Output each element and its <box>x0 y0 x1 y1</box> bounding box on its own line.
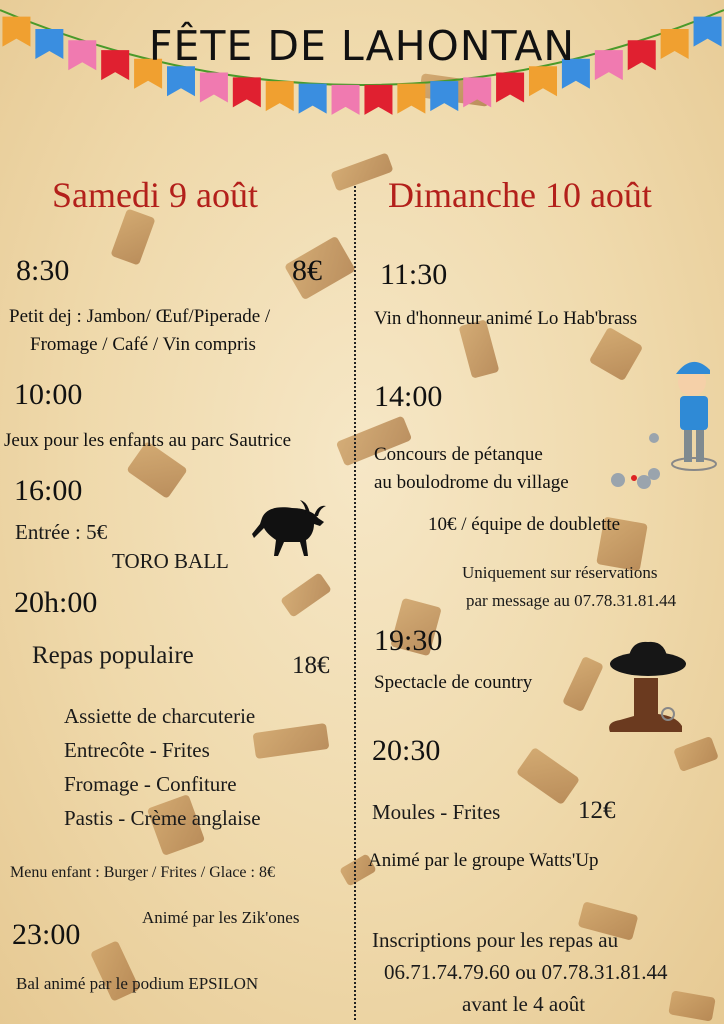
bunting-flag <box>397 84 425 114</box>
sun-group: Animé par le groupe Watts'Up <box>368 850 599 871</box>
page-title: FÊTE DE LAHONTAN <box>148 22 576 70</box>
bunting-flag <box>200 72 228 102</box>
sat-animated-by: Animé par les Zik'ones <box>142 908 300 927</box>
sun-time-4: 20:30 <box>372 734 441 767</box>
sat-kids-menu: Menu enfant : Burger / Frites / Glace : 8€ <box>10 864 275 881</box>
sat-time-5: 23:00 <box>12 918 81 951</box>
sat-time-2: 10:00 <box>14 378 83 411</box>
sun-petanque-line2: au boulodrome du village <box>374 472 569 493</box>
sat-entry: Entrée : 5€ <box>15 520 108 544</box>
bunting-flag <box>167 66 195 96</box>
cowboy-boot-icon <box>600 634 690 738</box>
sun-team-price: 10€ / équipe de doublette <box>428 514 621 535</box>
sun-petanque-line1: Concours de pétanque <box>374 444 543 465</box>
saturday-heading: Samedi 9 août <box>52 175 258 215</box>
bunting-flag <box>529 66 557 96</box>
sun-wine: Vin d'honneur animé Lo Hab'brass <box>374 308 638 329</box>
sun-reservation-line1: Uniquement sur réservations <box>462 563 658 582</box>
sat-time-3: 16:00 <box>14 474 83 507</box>
sun-reservation-line2: par message au 07.78.31.81.44 <box>466 591 677 610</box>
column-divider <box>354 186 356 1020</box>
sun-time-2: 14:00 <box>374 380 443 413</box>
sun-mussels-price: 12€ <box>578 797 616 824</box>
sat-menu-item-3: Fromage - Confiture <box>64 772 237 796</box>
bunting-flag <box>496 72 524 102</box>
sat-breakfast-line2: Fromage / Café / Vin compris <box>30 334 256 355</box>
sat-toro-ball: TORO BALL <box>112 549 229 573</box>
bunting-flag <box>463 77 491 107</box>
bunting-flag <box>299 84 327 114</box>
boules-icon <box>608 466 662 492</box>
sat-time-1: 8:30 <box>16 254 70 287</box>
sun-time-3: 19:30 <box>374 624 443 657</box>
sunday-heading: Dimanche 10 août <box>388 175 652 215</box>
bunting-flag <box>364 85 392 115</box>
sat-breakfast-line1: Petit dej : Jambon/ Œuf/Piperade / <box>9 306 271 327</box>
sun-mussels: Moules - Frites <box>372 800 501 824</box>
sun-registration-line1: Inscriptions pour les repas au <box>372 928 619 952</box>
bunting-flag <box>430 81 458 111</box>
sat-menu-item-4: Pastis - Crème anglaise <box>64 806 261 830</box>
sat-price-1: 8€ <box>292 254 322 287</box>
bull-icon <box>248 496 328 560</box>
sat-games: Jeux pour les enfants au parc Sautrice <box>4 430 292 451</box>
sun-registration-line2: 06.71.74.79.60 ou 07.78.31.81.44 <box>384 960 668 984</box>
sat-time-4: 20h:00 <box>14 586 98 619</box>
sat-menu-item-2: Entrecôte - Frites <box>64 738 210 762</box>
sat-meal-price: 18€ <box>292 652 330 679</box>
petanque-player-icon <box>604 352 720 476</box>
sun-time-1: 11:30 <box>380 258 448 291</box>
sat-meal-title: Repas populaire <box>32 642 194 669</box>
bunting-flag <box>266 81 294 111</box>
bunting-flag <box>332 85 360 115</box>
sat-ball: Bal animé par le podium EPSILON <box>16 974 259 993</box>
sun-country: Spectacle de country <box>374 672 533 693</box>
bunting-flag <box>233 77 261 107</box>
sun-registration-line3: avant le 4 août <box>462 992 586 1016</box>
sat-menu-item-1: Assiette de charcuterie <box>64 704 256 728</box>
